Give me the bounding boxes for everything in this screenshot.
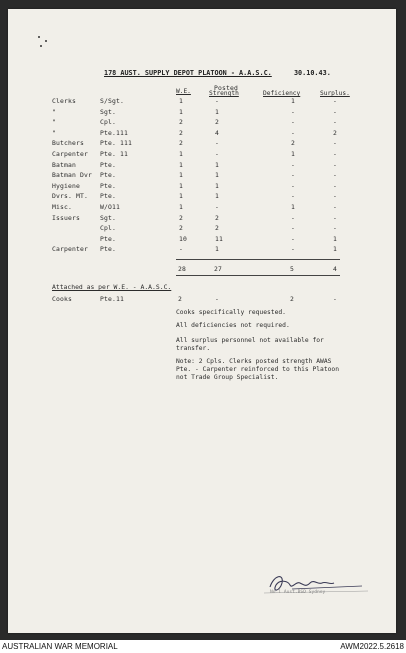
row-trade: Batman [52, 160, 76, 169]
row-deficiency: - [291, 128, 295, 137]
col-header-surplus: Surplus. [320, 90, 350, 97]
total-surplus: 4 [333, 265, 337, 273]
row-rank: Pte.111 [100, 128, 128, 137]
row-deficiency: 2 [291, 139, 295, 148]
row-deficiency: - [291, 245, 295, 254]
row-rank: Cpl. [100, 118, 116, 127]
row-rank: W/O11 [100, 203, 120, 211]
row-surplus: - [333, 160, 337, 169]
note-line1: Note: 2 Cpls. Clerks posted strength AWAS [176, 358, 332, 365]
row-we: 1 [179, 192, 183, 201]
row-surplus: 2 [333, 128, 337, 137]
row-surplus: - [333, 213, 337, 222]
row-we: - [179, 245, 183, 254]
row-deficiency: - [291, 192, 295, 201]
row-trade: Carpenter [52, 245, 88, 254]
row-surplus: 1 [333, 234, 337, 243]
row-posted: 1 [215, 107, 219, 116]
row-posted: - [215, 150, 219, 158]
row-we: 1 [179, 107, 183, 116]
row-trade: Clerks [52, 97, 76, 105]
attached-posted: - [215, 295, 219, 303]
row-posted: 1 [215, 245, 219, 254]
note-cooks: Cooks specifically requested. [176, 309, 286, 316]
attached-heading: Attached as per W.E. - A.A.S.C. [52, 283, 172, 291]
note-line3: not Trade Group Specialist. [176, 374, 279, 381]
row-rank: Pte. [100, 160, 116, 169]
note-deficiencies: All deficiencies not required. [176, 322, 290, 329]
row-we: 1 [179, 150, 183, 158]
punch-hole-mark [40, 45, 42, 47]
row-surplus: - [333, 181, 337, 190]
row-we: 1 [179, 171, 183, 180]
row-trade: " [52, 128, 56, 137]
col-header-deficiency: Deficiency [263, 90, 301, 97]
total-deficiency: 5 [290, 265, 294, 273]
note-surplus-line1: All surplus personnel not available for [176, 337, 324, 344]
row-trade: Batman Dvr [52, 171, 92, 180]
row-surplus: 1 [333, 245, 337, 254]
row-we: 1 [179, 160, 183, 169]
row-posted: 1 [215, 192, 219, 201]
footer-accession-number: AWM2022.5.2618 [340, 642, 404, 651]
row-deficiency: 1 [291, 203, 295, 211]
row-surplus: - [333, 224, 337, 233]
row-we: 1 [179, 203, 183, 211]
row-deficiency: 1 [291, 97, 295, 105]
row-trade: Butchers [52, 139, 84, 148]
col-header-posted-bottom: Strength [209, 90, 239, 97]
row-rank: Sgt. [100, 107, 116, 116]
total-rule-bottom [176, 275, 340, 276]
row-deficiency: - [291, 234, 295, 243]
row-trade: Dvrs. MT. [52, 192, 88, 201]
footer-institution: AUSTRALIAN WAR MEMORIAL [2, 642, 118, 651]
row-trade: " [52, 107, 56, 116]
attached-surplus: - [333, 295, 337, 303]
attached-rank: Pte.11 [100, 295, 124, 303]
row-surplus: - [333, 97, 337, 105]
footer-bar [0, 640, 406, 653]
row-posted: - [215, 139, 219, 148]
row-rank: Cpl. [100, 224, 116, 233]
row-rank: Pte. 111 [100, 139, 132, 148]
row-deficiency: - [291, 160, 295, 169]
col-header-we: W.E. [176, 88, 191, 95]
row-surplus: - [333, 107, 337, 116]
row-rank: Pte. [100, 245, 116, 254]
row-rank: Sgt. [100, 213, 116, 222]
row-surplus: - [333, 118, 337, 127]
attached-we: 2 [178, 295, 182, 303]
row-deficiency: - [291, 224, 295, 233]
row-rank: Pte. 11 [100, 150, 128, 158]
row-rank: S/Sgt. [100, 97, 124, 105]
row-we: 1 [179, 181, 183, 190]
row-trade: Carpenter [52, 150, 88, 158]
row-surplus: - [333, 139, 337, 148]
note-line2: Pte. - Carpenter reinforced to this Platoon [176, 366, 340, 373]
row-rank: Pte. [100, 234, 116, 243]
total-rule-top [176, 259, 340, 260]
row-we: 1 [179, 97, 183, 105]
row-deficiency: - [291, 213, 295, 222]
row-surplus: - [333, 192, 337, 201]
row-deficiency: - [291, 181, 295, 190]
attached-deficiency: 2 [290, 295, 294, 303]
row-surplus: - [333, 171, 337, 180]
row-deficiency: 1 [291, 150, 295, 158]
row-trade: Misc. [52, 203, 72, 211]
row-we: 2 [179, 128, 183, 137]
note-surplus-line2: transfer. [176, 345, 211, 352]
row-posted: 1 [215, 171, 219, 180]
row-we: 10 [179, 234, 187, 243]
punch-hole-mark [38, 36, 40, 38]
row-posted: 2 [215, 213, 219, 222]
row-rank: Pte. [100, 192, 116, 201]
row-we: 2 [179, 118, 183, 127]
row-rank: Pte. [100, 171, 116, 180]
row-posted: 2 [215, 118, 219, 127]
total-we: 28 [178, 265, 186, 273]
row-posted: 4 [215, 128, 219, 137]
punch-hole-mark [45, 40, 47, 42]
row-surplus: - [333, 203, 337, 211]
row-posted: 2 [215, 224, 219, 233]
row-posted: - [215, 97, 219, 105]
row-posted: - [215, 203, 219, 211]
row-deficiency: - [291, 171, 295, 180]
document-date: 30.10.43. [293, 69, 331, 77]
row-posted: 11 [215, 234, 223, 243]
document-title [104, 69, 331, 77]
unit-title: 178 AUST. SUPPLY DEPOT PLATOON - A.A.S.C. [104, 69, 272, 77]
row-rank: Pte. [100, 181, 116, 190]
row-surplus: - [333, 150, 337, 158]
row-deficiency: - [291, 118, 295, 127]
row-we: 2 [179, 139, 183, 148]
row-trade: " [52, 118, 56, 127]
attached-trade: Cooks [52, 295, 72, 303]
row-trade: Hygiene [52, 181, 80, 190]
row-posted: 1 [215, 160, 219, 169]
col-header-posted-top: Posted [214, 84, 238, 92]
row-trade: Issuers [52, 213, 80, 222]
total-posted: 27 [214, 265, 222, 273]
row-posted: 1 [215, 181, 219, 190]
row-we: 2 [179, 213, 183, 222]
row-we: 2 [179, 224, 183, 233]
row-deficiency: - [291, 107, 295, 116]
office-stamp: No.1 Aust.BSD Sydney [270, 590, 326, 595]
